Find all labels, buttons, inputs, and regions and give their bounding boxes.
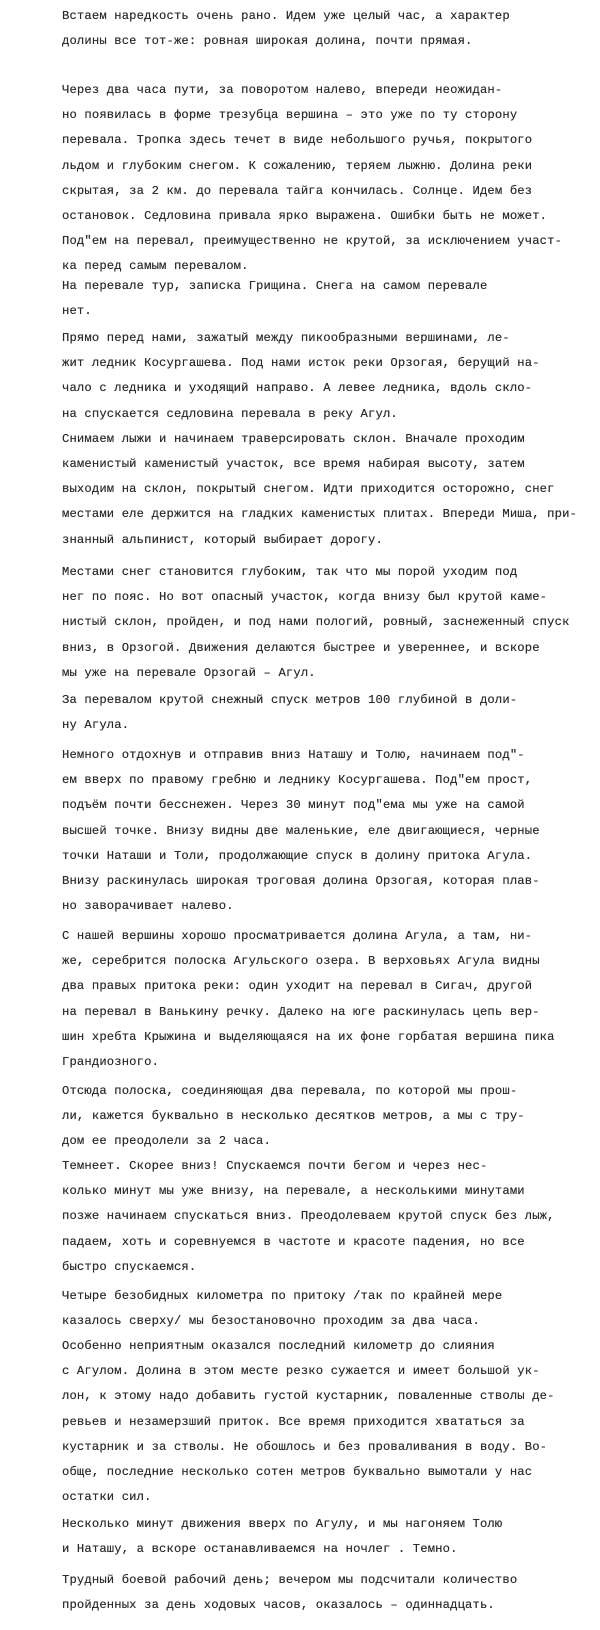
- paragraph-darkness-descent: Темнеет. Скорее вниз! Спускаемся почти бегом и через нес- колько минут мы уже внизу, на перевале, а несколькими минутами позже начинаем спускаться вниз. Преодолеваем крутой спуск без лыж, падаем, хоть и соревнуемся в частоте и красоте падения, но все быстро спускаемся.: [62, 1159, 555, 1274]
- paragraph-descent-agul: За перевалом крутой снежный спуск метров 100 глубиной в доли- ну Агула.: [62, 693, 518, 733]
- paragraph-early-start: Встаем наредкость очень рано. Идем уже целый час, а характер долины все тот-же: ровная широкая долина, почти прямая.: [62, 9, 510, 49]
- paragraph-four-kilometres: Четыре безобидных километра по притоку /так по крайней мере казалось сверху/ мы безостановочно проходим за два часа.: [62, 1289, 503, 1329]
- paragraph-ridge-ascent: Немного отдохнув и отправив вниз Наташу и Толю, начинаем под"- ем вверх по правому гребню и леднику Косургашева. Под"ем прост, подъём почти бесснежен. Через 30 минут под"ема мы уже на самой высшей точке. Внизу видны две маленькие, еле двигающиеся, черные точки Наташи и Толи, продолжающие спуск в долину притока Агула. Внизу раскинулась широкая троговая долина Орзогая, которая плав- но заворачивает налево.: [62, 748, 540, 914]
- paragraph-strip-between-passes: Отсюда полоска, соединяющая два перевала, по которой мы прош- ли, кажется буквально в несколько десятков метров, а мы с тру- дом ее преодолели за 2 часа.: [62, 1084, 525, 1149]
- paragraph-last-kilometre: Особенно неприятным оказался последний километр до слияния с Агулом. Долина в этом месте резко сужается и имеет большой ук- лон, к этому надо добавить густой кустарник, поваленные стволы де- ревьев и незамерзший приток. Все время приходится хвататься за кустарник и за стволы. Не обошлось и без проваливания в воду. Во- обще, последние несколько сотен метров буквально вымотали у нас остатки сил.: [62, 1339, 555, 1505]
- paragraph-pass-cairn: На перевале тур, записка Грищина. Снега на самом перевале нет.: [62, 279, 488, 319]
- paragraph-summit-view: С нашей вершины хорошо просматривается долина Агула, а там, ни- же, серебрится полоска Агульского озера. В верховьях Агула видны два правых притока реки: один уходит на перевал в Сигач, другой на перевал в Ванькину речку. Далеко на юге раскинулась цепь вер- шин хребта Крыжина и выделяющаяся на их фоне горбатая вершина пика Грандиозного.: [62, 929, 555, 1070]
- paragraph-glacier-traverse: Прямо перед нами, зажатый между пикообразными вершинами, ле- жит ледник Косургашева. Под нами исток реки Орзогая, берущий на- чало с ледника и уходящий направо. А левее ледника, вдоль скло- на спускается седловина перевала в реку Агул. Снимаем лыжи и начинаем траверсировать склон. Вначале проходим каменистый каменистый участок, все время набирая высоту, затем выходим на склон, покрытый снегом. Идти приходится осторожно, снег местами еле держится на гладких каменистых плитах. Впереди Миша, при- знанный альпинист, который выбирает дорогу.: [62, 331, 577, 547]
- paragraph-deep-snow: Местами снег становится глубоким, так что мы порой уходим под нег по пояс. Но вот опасный участок, когда внизу был крутой каме- нистый склон, пройден, и под нами пологий, ровный, заснеженный спуск вниз, в Орзогой. Движения делаются быстрее и увереннее, и вскоре мы уже на перевале Орзогай – Агул.: [62, 565, 570, 680]
- paragraph-hard-day: Трудный боевой рабочий день; вечером мы подсчитали количество пройденных за день ходовых часов, оказалось – одиннадцать.: [62, 1573, 518, 1613]
- paragraph-overnight-camp: Несколько минут движения вверх по Агулу, и мы нагоняем Толю и Наташу, а вскоре останавливаемся на ночлег . Темно.: [62, 1517, 503, 1557]
- paragraph-trident-peak: Через два часа пути, за поворотом налево, впереди неожидан- но появилась в форме трезубца вершина – это уже по ту сторону перевала. Тропка здесь течет в виде небольшого ручья, покрытого льдом и глубоким снегом. К сожалению, теряем лыжню. Долина реки скрытая, за 2 км. до перевала тайга кончилась. Солнце. Идем без остановок. Седловина привала ярко выражена. Ошибки быть не может. Под"ем на перевал, преимущественно не крутой, за исключением участ- ка перед самым перевалом.: [62, 83, 563, 274]
